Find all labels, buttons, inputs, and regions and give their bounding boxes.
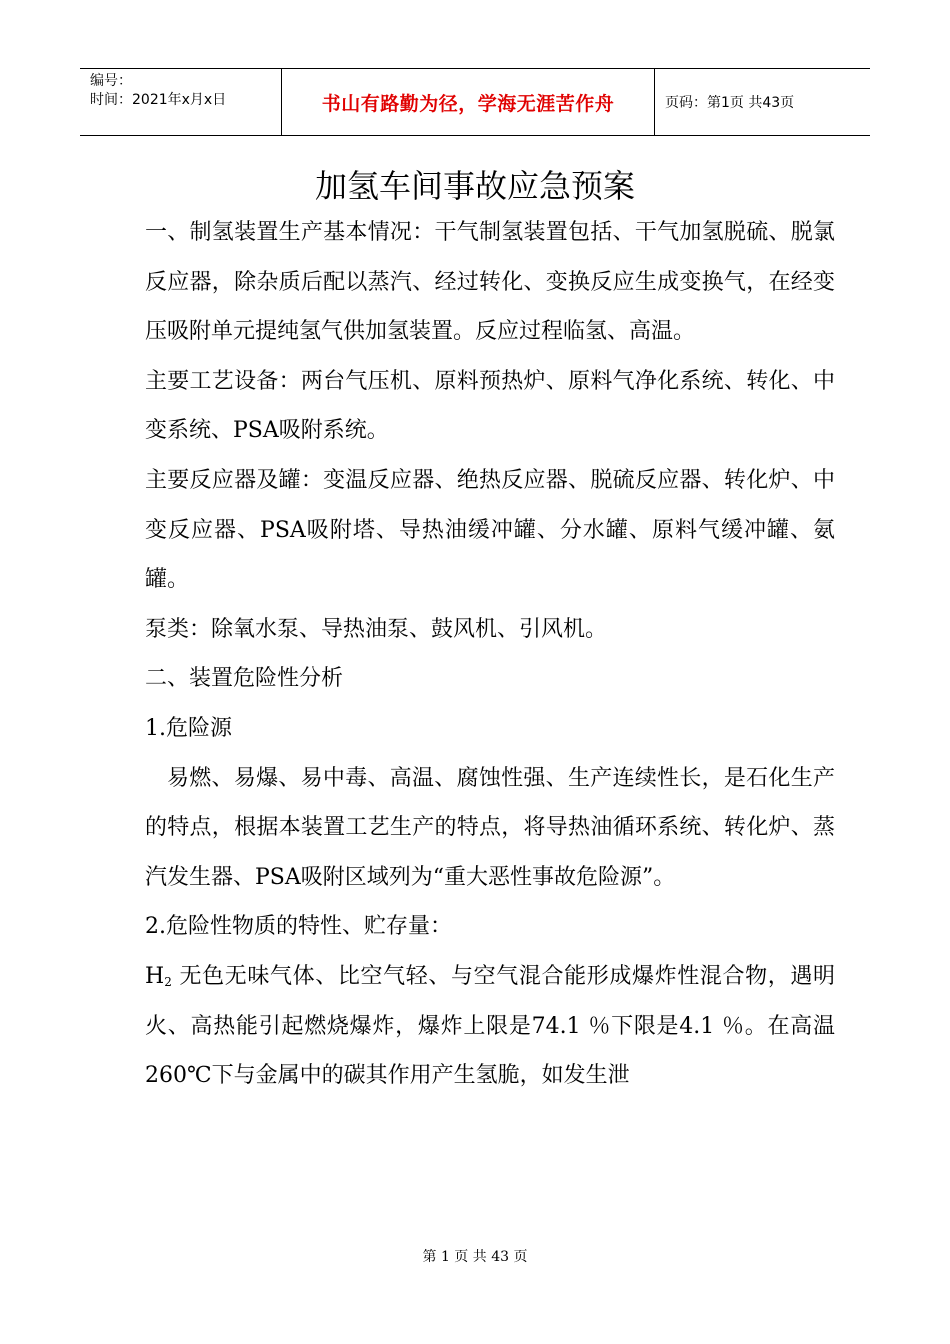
motto-text: 书山有路勤为径，学海无涯苦作舟: [282, 69, 655, 135]
subsection-heading-substances: 2.危险性物质的特性、贮存量：: [145, 914, 452, 940]
header-table: [80, 68, 870, 136]
section-heading-hazard: 二、装置危险性分析: [145, 666, 344, 692]
document-body: [145, 208, 835, 1101]
paragraph-pumps: 泵类：除氧水泵、导热油泵、鼓风机、引风机。: [145, 616, 608, 642]
paragraph-intro: 一、制氢装置生产基本情况：干气制氢装置包括、干气加氢脱硫、脱氯反应器，除杂质后配以蒸汽、经过转化、变换反应生成变换气，在经变压吸附单元提纯氢气供加氢装置。反应过程临氢、高温。: [145, 220, 835, 345]
paragraph-hazard-source: 易燃、易爆、易中毒、高温、腐蚀性强、生产连续性长，是石化生产的特点，根据本装置工艺生产的特点，将导热油循环系统、转化炉、蒸汽发生器、PSA吸附区域列为“重大恶性事故危险源”。: [145, 765, 835, 890]
header-left-cell: [80, 69, 282, 135]
hydrogen-subscript: 2: [164, 974, 172, 989]
hydrogen-description: 无色无味气体、比空气轻、与空气混合能形成爆炸性混合物，遇明火、高热能引起燃烧爆炸，爆炸上限是74.1 ％下限是4.1 ％。在高温260℃下与金属中的碳其作用产生氢脆，如发生泄: [145, 963, 835, 1089]
paragraph-equipment: 主要工艺设备：两台气压机、原料预热炉、原料气净化系统、转化、中变系统、PSA吸附系统。: [145, 368, 835, 444]
page-info: 页码：第1页 共43页: [665, 95, 795, 111]
time-label: 时间：2021年x月x日: [90, 92, 227, 108]
paragraph-reactors: 主要反应器及罐：变温反应器、绝热反应器、脱硫反应器、转化炉、中变反应器、PSA吸附塔、导热油缓冲罐、分水罐、原料气缓冲罐、氨罐。: [145, 467, 835, 593]
document-title: 加氢车间事故应急预案: [314, 167, 635, 205]
subsection-heading-source: 1.危险源: [145, 715, 232, 741]
paragraph-hydrogen: [145, 952, 835, 1101]
number-label: 编号：: [90, 73, 132, 89]
hydrogen-symbol: H: [145, 963, 165, 989]
page-footer: 第 1 页 共 43 页: [422, 1249, 528, 1265]
